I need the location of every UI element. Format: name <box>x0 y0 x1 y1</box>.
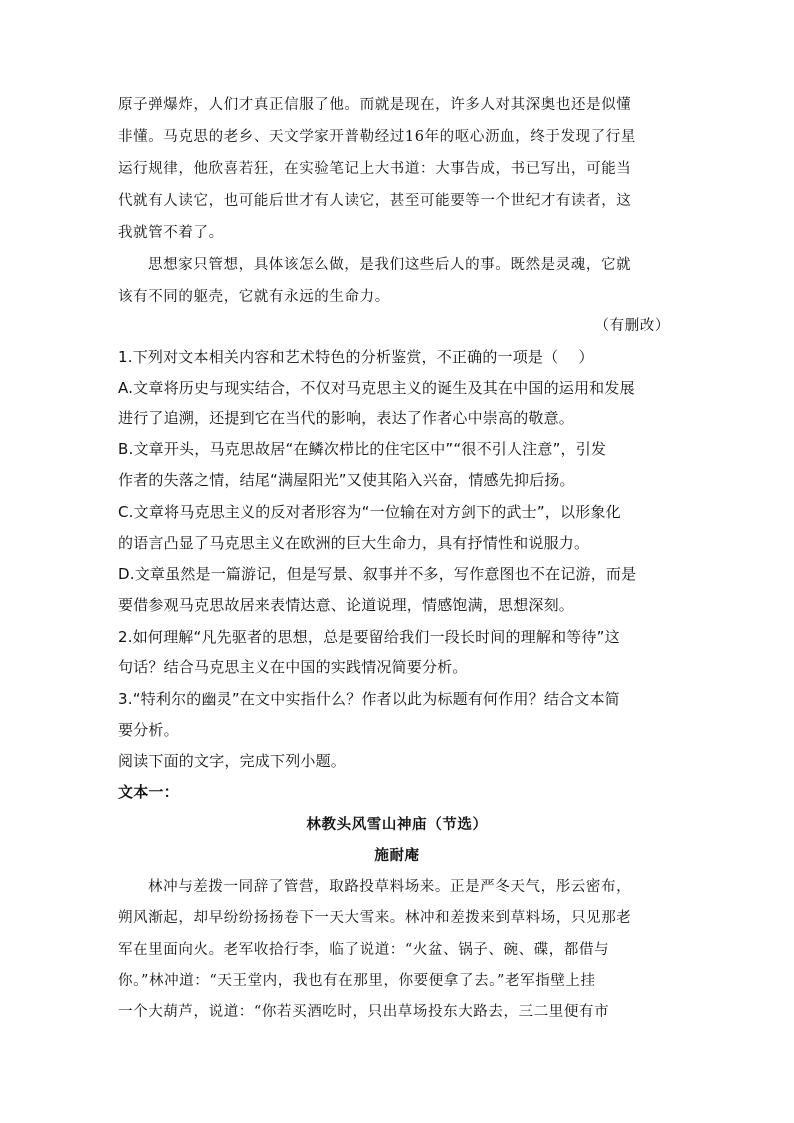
essay-line: 我就管不着了。 <box>118 225 224 241</box>
essay-line: 运行规律，他欣喜若狂，在实验笔记上大书道：大事告成，书已写出，可能当 <box>118 161 632 177</box>
essay-line: 原子弹爆炸，人们才真正信服了他。而就是现在，许多人对其深奥也还是似懂 <box>118 97 632 113</box>
question-line: 进行了追溯，还提到它在当代的影响，表达了作者心中崇高的敬意。 <box>118 409 575 427</box>
question-line: 句话？结合马克思主义在中国的实践情况简要分析。 <box>118 658 468 676</box>
question-line: 阅读下面的文字，完成下列小题。 <box>118 752 347 770</box>
source-note: （有删改） <box>594 318 670 334</box>
essay-line: 非懂。马克思的老乡、天文学家开普勒经过16年的呕心沥血，终于发现了行星 <box>118 129 636 145</box>
story-line: 一个大葫芦，说道：“你若买酒吃时，只出草场投东大路去，三二里便有市 <box>118 1004 610 1020</box>
question-line: 2.如何理解“凡先驱者的思想，总是要留给我们一段长时间的理解和等待”这 <box>118 628 620 646</box>
story-line: 军在里面向火。老军收拾行李，临了说道：“火盆、锅子、碗、碟，都借与 <box>118 942 610 958</box>
question-line: B.文章开头，马克思故居“在鳞次栉比的住宅区中”“很不引人注意”，引发 <box>118 440 607 458</box>
story-line: 林冲与差拨一同辞了管营，取路投草料场来。正是严冬天气，彤云密布， <box>148 879 632 895</box>
question-line: 要分析。 <box>118 721 179 739</box>
question-line: 要借参观马克思故居来表情达意、论道说理，情感饱满，思想深刻。 <box>118 596 575 614</box>
story-title: 林教头风雪山神庙（节选） <box>306 816 488 833</box>
essay-line: 该有不同的躯壳，它就有永远的生命力。 <box>118 289 390 305</box>
story-line: 你。”林冲道：“天王堂内，我也有在那里，你要便拿了去。”老军指壁上挂 <box>118 973 596 989</box>
question-line: 作者的失落之情，结尾“满屋阳光”又使其陷入兴奋，情感先抑后扬。 <box>118 471 575 489</box>
question-line: 的语言凸显了马克思主义在欧洲的巨大生命力，具有抒情性和说服力。 <box>118 534 590 552</box>
question-line: 3.“特利尔的幽灵”在文中实指什么？作者以此为标题有何作用？结合文本简 <box>118 690 620 708</box>
essay-line: 思想家只管想，具体该怎么做，是我们这些后人的事。既然是灵魂，它就 <box>148 257 632 273</box>
question-line: D.文章虽然是一篇游记，但是写景、叙事并不多，写作意图也不在记游，而是 <box>118 565 637 583</box>
question-line: 1.下列对文本相关内容和艺术特色的分析鉴赏，不正确的一项是（ ） <box>118 348 594 366</box>
question-line: C.文章将马克思主义的反对者形容为“一位输在对方剑下的武士”，以形象化 <box>118 503 621 521</box>
essay-line: 代就有人读它，也可能后世才有人读它，甚至可能要等一个世纪才有读者，这 <box>118 193 632 209</box>
question-line: A.文章将历史与现实结合，不仅对马克思主义的诞生及其在中国的运用和发展 <box>118 379 635 397</box>
story-author: 施耐庵 <box>374 847 420 864</box>
story-line: 朔风渐起，却早纷纷扬扬卷下一天大雪来。林冲和差拨来到草料场，只见那老 <box>118 910 632 926</box>
text1-label: 文本一： <box>118 783 179 801</box>
